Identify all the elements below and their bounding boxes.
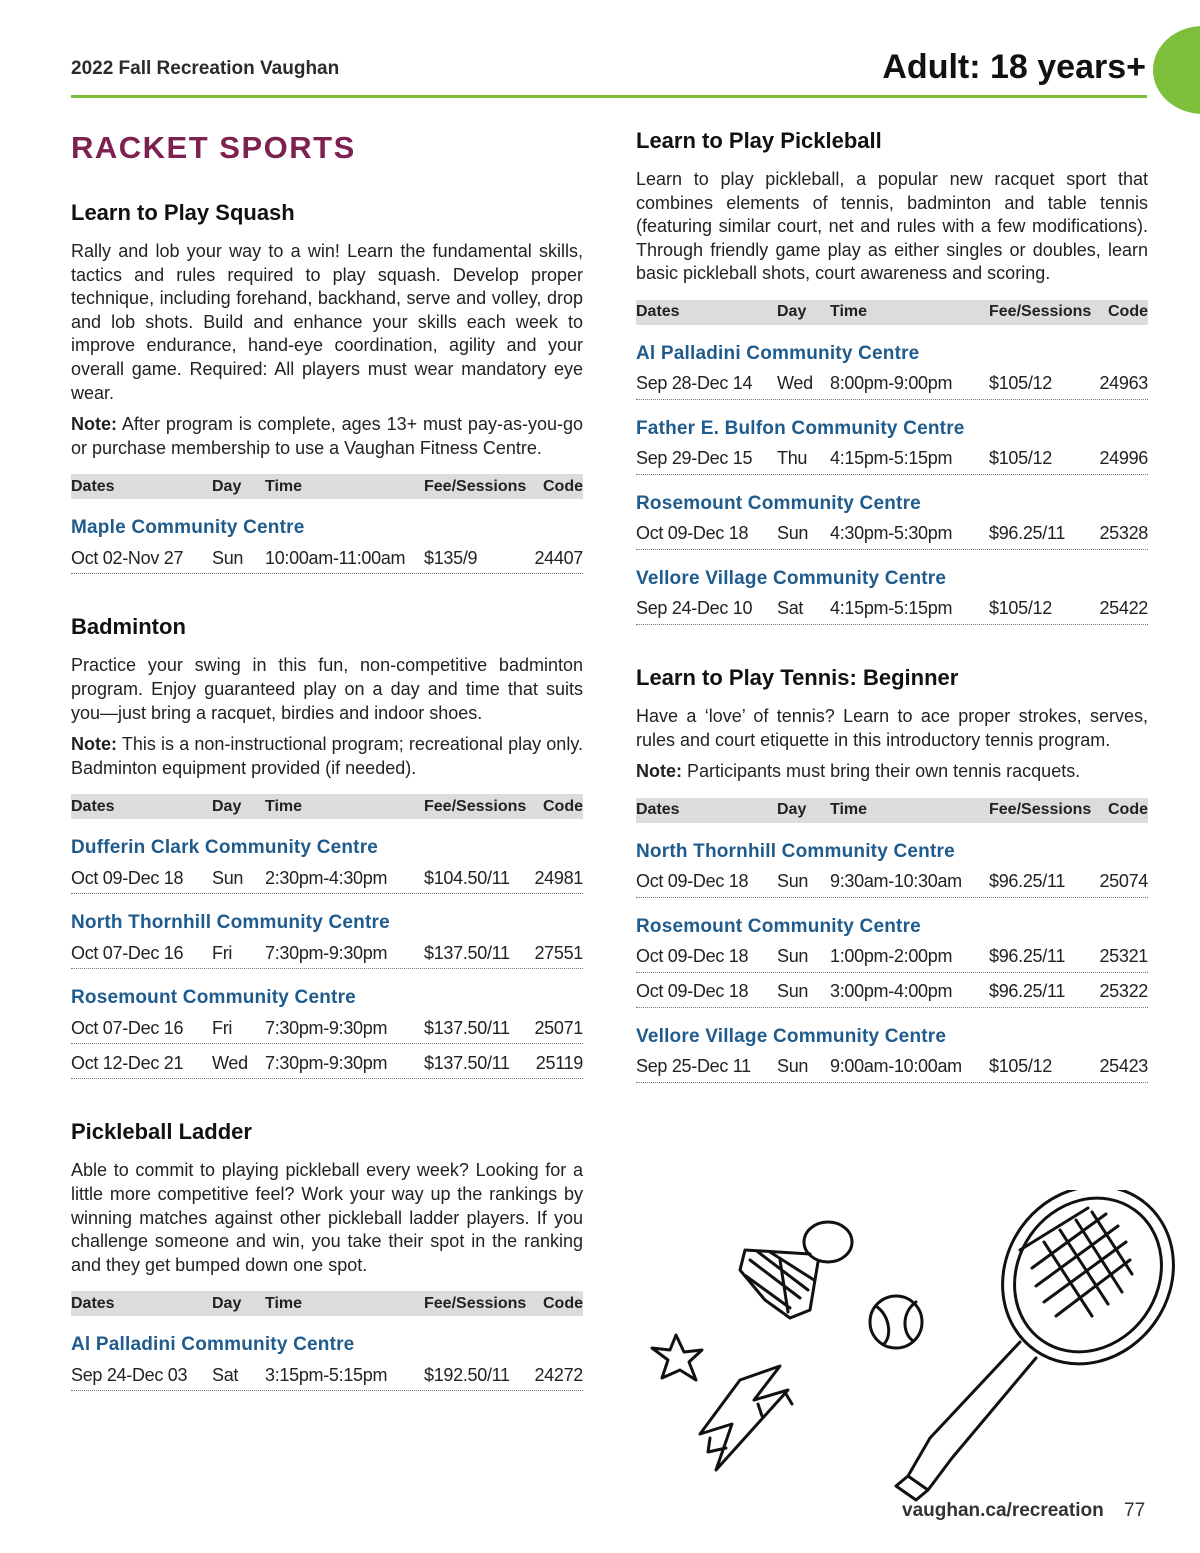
column-header-day: Day: [212, 477, 242, 495]
cell-code: 25422: [1099, 598, 1148, 619]
lightning-bolt-icon: [700, 1366, 792, 1470]
cell-fee: $105/12: [989, 448, 1052, 469]
cell-code: 25328: [1099, 523, 1148, 544]
cell-time: 3:00pm-4:00pm: [830, 981, 953, 1002]
cell-fee: $137.50/11: [424, 942, 510, 963]
cell-time: 1:00pm-2:00pm: [830, 946, 953, 967]
program-title: Learn to Play Squash: [71, 200, 295, 225]
cell-day: Fri: [212, 942, 233, 963]
cell-fee: $96.25/11: [989, 946, 1066, 967]
program-description: Able to commit to playing pickleball every week? Looking for a little more competitive feel? Work your way up the rankings by winning matches against other pickleball ladder players. If you challenge someone and win, you take their spot in the ranking and they get bumped down one spot.: [71, 1160, 583, 1275]
schedule-row: [636, 444, 1148, 475]
column-header-time: Time: [265, 797, 303, 815]
cell-day: Wed: [212, 1052, 248, 1073]
schedule-row: [636, 977, 1148, 1008]
cell-code: 25423: [1099, 1056, 1148, 1077]
cell-dates: Oct 07-Dec 16: [71, 1017, 184, 1038]
cell-time: 2:30pm-4:30pm: [265, 867, 388, 888]
column-header-day: Day: [212, 1294, 242, 1312]
column-header-code: Code: [543, 477, 583, 495]
age-group-title: Adult: 18 years+: [882, 48, 1146, 86]
cell-dates: Oct 09-Dec 18: [636, 981, 749, 1002]
schedule-row: [71, 543, 583, 574]
cell-code: 25322: [1099, 981, 1148, 1002]
column-header-code: Code: [1108, 801, 1148, 819]
schedule-row: [71, 863, 583, 894]
cell-dates: Sep 24-Dec 03: [71, 1364, 188, 1385]
schedule-row: [71, 1048, 583, 1079]
schedule-table-header: [636, 798, 1148, 823]
schedule-row: [71, 1013, 583, 1044]
program-description: Practice your swing in this fun, non-competitive badminton program. Enjoy guaranteed play on a day and time that suits you—just bring a racquet, birdies and indoor shoes.: [71, 655, 583, 723]
program-title: Learn to Play Pickleball: [636, 128, 882, 153]
note-label: Note:: [636, 761, 682, 782]
cell-fee: $105/12: [989, 1056, 1052, 1077]
cell-time: 10:00am-11:00am: [265, 547, 406, 568]
cell-fee: $137.50/11: [424, 1017, 510, 1038]
cell-dates: Sep 28-Dec 14: [636, 373, 753, 394]
column-header-time: Time: [830, 303, 868, 321]
column-header-dates: Dates: [71, 797, 115, 815]
cell-code: 25321: [1099, 946, 1148, 967]
tennis-ball-icon: [870, 1296, 922, 1348]
cell-dates: Sep 25-Dec 11: [636, 1056, 751, 1077]
column-header-code: Code: [543, 1294, 583, 1312]
venue-name: Al Palladini Community Centre: [71, 1334, 355, 1356]
footer-url[interactable]: vaughan.ca/recreation: [902, 1500, 1104, 1521]
cell-dates: Sep 29-Dec 15: [636, 448, 753, 469]
column-header-day: Day: [777, 303, 807, 321]
cell-dates: Oct 09-Dec 18: [636, 946, 749, 967]
venue-name: Rosemount Community Centre: [636, 915, 921, 937]
program-squash: [71, 200, 583, 574]
publication-title: 2022 Fall Recreation Vaughan: [71, 58, 340, 79]
program-description: Rally and lob your way to a win! Learn the fundamental skills, tactics and rules required to play squash. Develop proper technique, including forehand, backhand, serve and volley, drop and lob shots. Build and enhance your skills each week to improve endurance, hand-eye coordination, agility and your overall game. Required: All players must wear mandatory eye wear.: [71, 241, 583, 403]
cell-dates: Sep 24-Dec 10: [636, 598, 753, 619]
cell-fee: $137.50/11: [424, 1052, 510, 1073]
program-description: Learn to play pickleball, a popular new racquet sport that combines elements of tennis, badminton and table tennis (featuring similar court, net and rules with a few modifications). Through friendly game play as either singles or doubles, learn basic pickleball shots, court awareness and scoring.: [636, 169, 1148, 284]
schedule-table-header: [636, 300, 1148, 325]
program-pickleball: [636, 128, 1148, 625]
right-column: [636, 128, 1148, 1123]
column-header-dates: Dates: [636, 303, 680, 321]
cell-code: 27551: [534, 942, 583, 963]
cell-dates: Oct 09-Dec 18: [636, 523, 749, 544]
column-header-day: Day: [212, 797, 242, 815]
column-header-fee: Fee/Sessions: [424, 797, 527, 815]
cell-day: Sat: [777, 598, 804, 619]
program-note: [71, 413, 583, 460]
column-header-dates: Dates: [636, 801, 680, 819]
cell-day: Wed: [777, 373, 813, 394]
cell-time: 4:30pm-5:30pm: [830, 523, 953, 544]
cell-time: 7:30pm-9:30pm: [265, 1052, 388, 1073]
schedule-row: [636, 369, 1148, 400]
cell-fee: $105/12: [989, 598, 1052, 619]
cell-code: 24981: [534, 867, 583, 888]
venue-name: Al Palladini Community Centre: [636, 342, 920, 364]
cell-fee: $96.25/11: [989, 523, 1066, 544]
cell-day: Sun: [212, 547, 244, 568]
venue-name: North Thornhill Community Centre: [71, 912, 390, 934]
column-header-fee: Fee/Sessions: [989, 303, 1092, 321]
venue-name: Father E. Bulfon Community Centre: [636, 417, 965, 439]
schedule-table-header: [71, 1291, 583, 1316]
program-tennis-beginner: [636, 665, 1148, 1083]
cell-dates: Oct 12-Dec 21: [71, 1052, 184, 1073]
cell-time: 9:00am-10:00am: [830, 1056, 962, 1077]
program-badminton: [71, 614, 583, 1079]
cell-fee: $104.50/11: [424, 867, 510, 888]
program-description: Have a ‘love’ of tennis? Learn to ace proper strokes, serves, rules and court etiquette in this introductory tennis program.: [636, 705, 1148, 750]
cell-dates: Oct 07-Dec 16: [71, 942, 184, 963]
section-tab: [1153, 26, 1200, 114]
venue-name: Maple Community Centre: [71, 517, 305, 539]
cell-time: 9:30am-10:30am: [830, 871, 962, 892]
cell-fee: $135/9: [424, 547, 478, 568]
cell-day: Sat: [212, 1364, 239, 1385]
column-header-time: Time: [265, 1294, 303, 1312]
cell-fee: $192.50/11: [424, 1364, 510, 1385]
cell-code: 25119: [535, 1052, 583, 1073]
note-text: After program is complete, ages 13+ must pay-as-you-go or purchase membership to use a Vaughan Fitness Centre.: [71, 414, 583, 458]
cell-code: 24407: [534, 547, 583, 568]
program-title: Badminton: [71, 614, 186, 640]
column-header-code: Code: [1108, 303, 1148, 321]
venue-name: Vellore Village Community Centre: [636, 1025, 947, 1047]
schedule-row: [636, 1052, 1148, 1083]
cell-time: 4:15pm-5:15pm: [830, 448, 953, 469]
cell-fee: $105/12: [989, 373, 1052, 394]
cell-day: Sun: [212, 867, 244, 888]
program-title: Pickleball Ladder: [71, 1119, 252, 1145]
column-header-code: Code: [543, 797, 583, 815]
venue-name: Vellore Village Community Centre: [636, 567, 947, 589]
page-number: 77: [1124, 1500, 1146, 1521]
shuttlecock-icon: [740, 1222, 852, 1318]
column-header-dates: Dates: [71, 1294, 115, 1312]
cell-day: Thu: [777, 448, 808, 469]
venue-name: Rosemount Community Centre: [71, 987, 356, 1009]
cell-day: Sun: [777, 946, 809, 967]
venue-name: Dufferin Clark Community Centre: [71, 837, 379, 859]
cell-code: 24963: [1099, 373, 1148, 394]
left-column: [71, 128, 583, 1431]
cell-code: 24272: [534, 1364, 583, 1385]
venue-name: Rosemount Community Centre: [636, 492, 921, 514]
tennis-racquet-icon: [896, 1190, 1185, 1500]
program-note: [71, 733, 583, 780]
column-header-time: Time: [265, 477, 303, 495]
schedule-row: [636, 519, 1148, 550]
header-divider: [71, 95, 1147, 98]
schedule-row: [636, 867, 1148, 898]
cell-code: 24996: [1099, 448, 1148, 469]
program-title: Learn to Play Tennis: Beginner: [636, 664, 959, 690]
venue-name: North Thornhill Community Centre: [636, 840, 955, 862]
cell-dates: Oct 02-Nov 27: [71, 547, 184, 568]
cell-day: Sun: [777, 981, 809, 1002]
program-pickleball-ladder: [71, 1119, 583, 1391]
note-text: This is a non-instructional program; recreational play only. Badminton equipment provided (if needed).: [71, 734, 583, 778]
column-header-fee: Fee/Sessions: [989, 801, 1092, 819]
schedule-row: [636, 942, 1148, 973]
cell-code: 25071: [534, 1017, 583, 1038]
cell-day: Sun: [777, 871, 809, 892]
column-header-fee: Fee/Sessions: [424, 477, 527, 495]
cell-day: Sun: [777, 1056, 809, 1077]
star-icon: [652, 1335, 702, 1380]
racket-sports-illustration: [640, 1190, 1185, 1510]
column-header-day: Day: [777, 801, 807, 819]
cell-time: 3:15pm-5:15pm: [265, 1364, 388, 1385]
cell-time: 8:00pm-9:00pm: [830, 373, 953, 394]
cell-fee: $96.25/11: [989, 871, 1066, 892]
cell-code: 25074: [1099, 871, 1148, 892]
schedule-table-header: [71, 474, 583, 499]
schedule-row: [71, 938, 583, 969]
cell-time: 7:30pm-9:30pm: [265, 1017, 388, 1038]
note-label: Note:: [71, 734, 117, 755]
cell-day: Sun: [777, 523, 809, 544]
program-note: [636, 760, 1148, 784]
cell-dates: Oct 09-Dec 18: [71, 867, 184, 888]
note-text: Participants must bring their own tennis racquets.: [687, 761, 1081, 782]
cell-fee: $96.25/11: [989, 981, 1066, 1002]
cell-time: 7:30pm-9:30pm: [265, 942, 388, 963]
column-header-fee: Fee/Sessions: [424, 1294, 527, 1312]
schedule-row: [71, 1360, 583, 1391]
column-header-time: Time: [830, 801, 868, 819]
schedule-row: [636, 594, 1148, 625]
cell-time: 4:15pm-5:15pm: [830, 598, 953, 619]
cell-day: Fri: [212, 1017, 233, 1038]
cell-dates: Oct 09-Dec 18: [636, 871, 749, 892]
section-title: RACKET SPORTS: [71, 130, 356, 165]
column-header-dates: Dates: [71, 477, 115, 495]
note-label: Note:: [71, 414, 117, 435]
schedule-table-header: [71, 794, 583, 819]
